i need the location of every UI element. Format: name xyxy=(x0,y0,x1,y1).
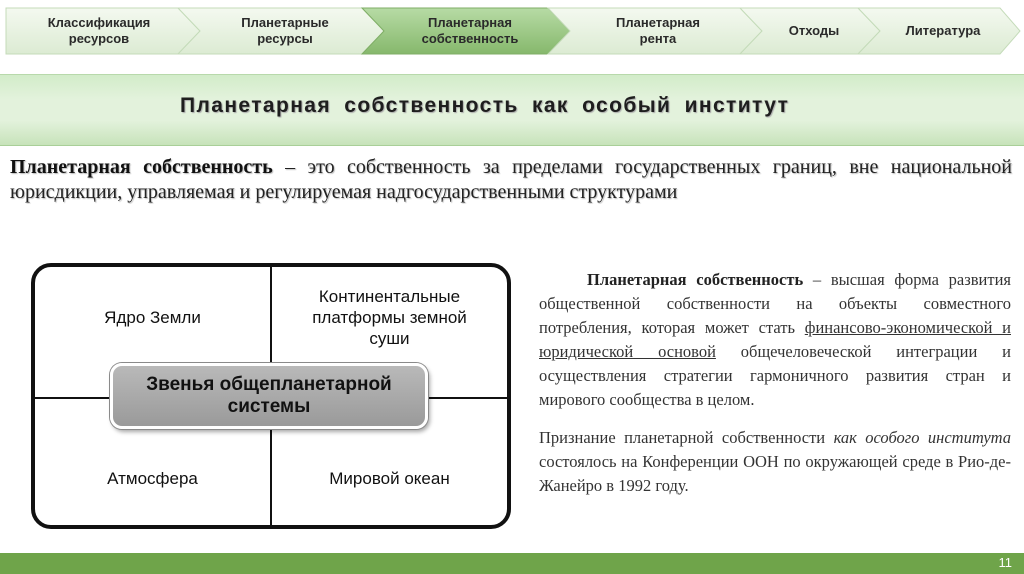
nav-item-planetary-resources[interactable]: Планетарные ресурсы xyxy=(241,15,329,46)
page-number: 11 xyxy=(998,555,1012,570)
right-text-part: Признание планетарной собственности xyxy=(539,428,834,447)
definition-text: – это собственность за пределами государственных границ, вне национальной юрисдикции, управляемая и регулируемая надгосударственными структурами xyxy=(10,156,1012,203)
right-term: Планетарная собственность xyxy=(587,270,804,289)
right-text-part: – высшая форма развития общественной собственности на объекты совместного потребления, которая может стать xyxy=(539,270,1011,337)
definition-paragraph xyxy=(10,155,1012,205)
nav-item-literature[interactable]: Литература xyxy=(905,23,981,38)
right-paragraph-2 xyxy=(539,426,1011,498)
cell-world-ocean: Мировой океан xyxy=(329,468,450,488)
slide-title: Планетарная собственность как особый институт xyxy=(180,94,790,117)
right-text-part: общечеловеческой интеграции и осуществления стратегии гармоничного развития стран и мирового сообщества в целом. xyxy=(539,342,1011,409)
cell-earth-core: Ядро Земли xyxy=(104,307,201,327)
cell-atmosphere: Атмосфера xyxy=(107,468,198,488)
nav-item-planetary-property[interactable]: Планетарная собственность xyxy=(421,15,519,46)
cell-continental-platforms: Континентальные платформы земной суши xyxy=(312,286,467,348)
diagram-center-box: Звенья общепланетарной системы xyxy=(110,363,428,429)
right-italic-phrase: как особого института xyxy=(833,428,1012,447)
right-text-part: состоялось на Конференции ООН по окружающей среде в Рио-де-Жанейро в 1992 году. xyxy=(539,452,1011,495)
definition-term: Планетарная собственность xyxy=(10,156,273,178)
right-underlined-phrase: финансово-экономической и юридической основой xyxy=(539,318,1011,361)
nav-item-resource-classification[interactable]: Классификация ресурсов xyxy=(47,15,151,46)
nav-item-waste[interactable]: Отходы xyxy=(788,23,840,38)
right-paragraph-1 xyxy=(539,268,1011,412)
footer-bar xyxy=(0,553,1024,574)
nav-item-planetary-rent[interactable]: Планетарная рента xyxy=(616,15,700,46)
top-navigation xyxy=(0,0,1024,62)
right-text-block xyxy=(539,268,1011,498)
